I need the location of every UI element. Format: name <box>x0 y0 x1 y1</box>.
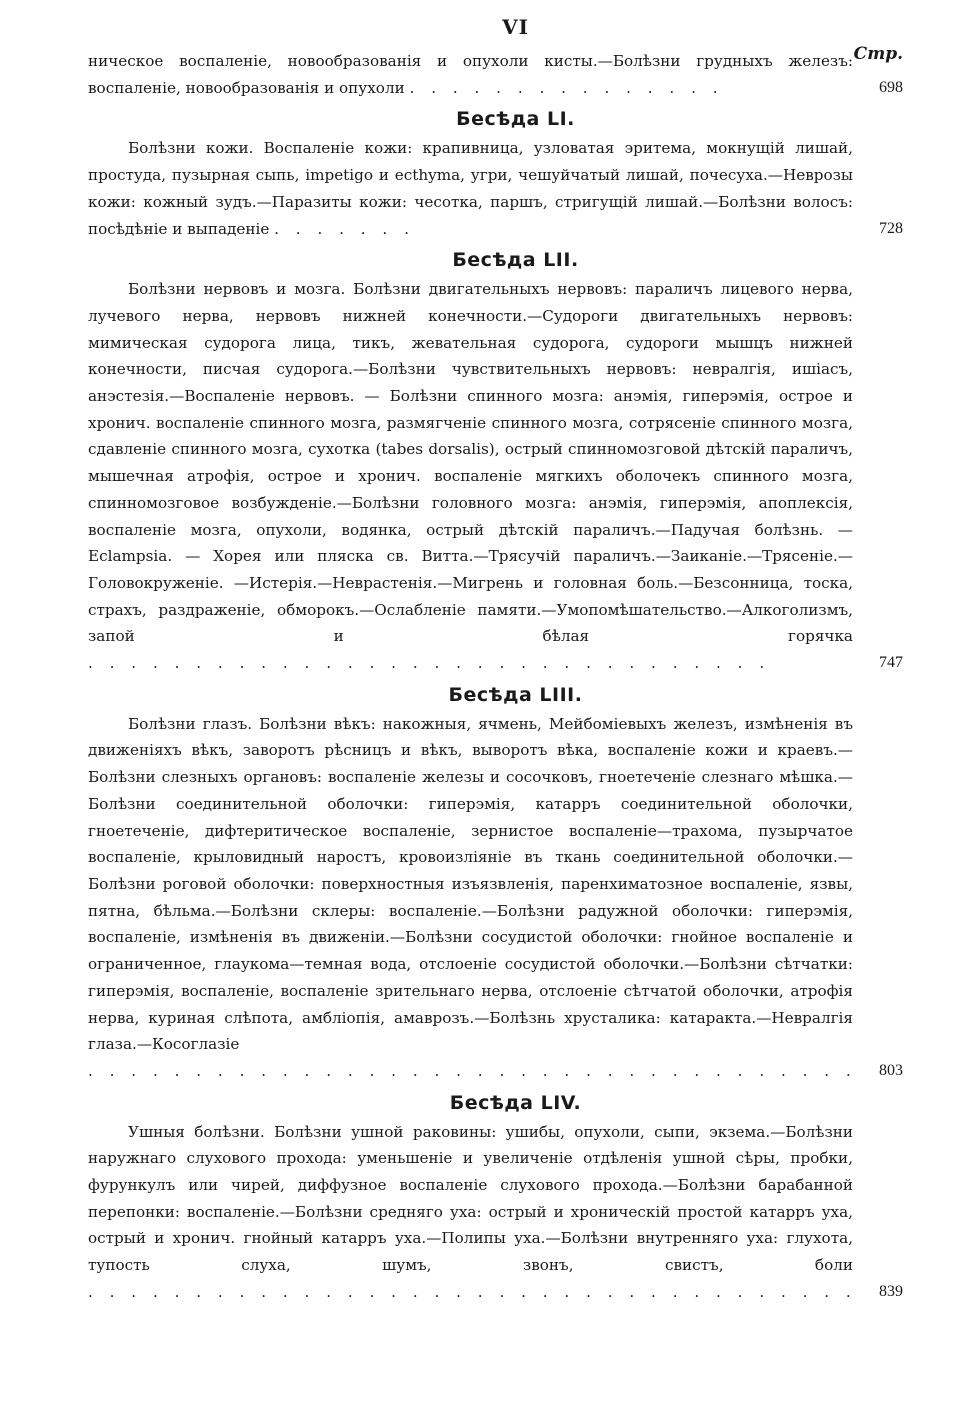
entry-page-number: 698 <box>879 78 903 96</box>
leader-dots: . . . . . . . <box>274 219 415 238</box>
entry-page-number: 803 <box>879 1061 903 1079</box>
entry-text: Болѣзни кожи. Воспаленіе кожи: крапивница, узловатая эритема, мокнущій лишай, простуда, пузырная сыпь, impetigo и ecthyma, угри, чешуйчатый лишай, почесуха.—Неврозы кожи: кожный зудъ.—Паразиты кожи: чесотка, паршъ, стригущій лишай.—Болѣзни волосъ: посѣдѣніе и выпаденіе <box>88 139 853 238</box>
entry-page-number: 839 <box>879 1282 903 1300</box>
page-column-label: Стр. <box>853 44 903 64</box>
leader-dots: . . . . . . . . . . . . . . . <box>409 78 724 97</box>
entry-text: Болѣзни нервовъ и мозга. Болѣзни двигательныхъ нервовъ: параличъ лицевого нерва, лучевого нерва, нервовъ нижней конечности.—Судороги двигательныхъ нервовъ: мимическая судорога лица, тикъ, жевательная судорога, судороги мышцъ нижней конечности, писчая судорога.—Болѣзни чувствительныхъ нервовъ: невралгія, ишіасъ, анэстезія.—Воспаленіе нервовъ. — Болѣзни спинного мозга: анэмія, гиперэмія, острое и хронич. воспаленіе спинного мозга, размягченіе спинного мозга, сотрясеніе спинного мозга, сдавленіе спинного мозга, сухотка (tabes dorsalis), острый спинномозговой дѣтскій параличъ, мышечная атрофія, острое и хронич. воспаленіе мягкихъ оболочекъ спинного мозга, спинномозговое возбужденіе.—Болѣзни головного мозга: анэмія, гиперэмія, апоплексія, воспаленіе мозга, опухоли, водянка, острый дѣтскій параличъ.—Падучая болѣзнь. — Eclampsia. — Хорея или пляска св. Витта.—Трясучій параличъ.—Заиканіе.—Трясеніе.—Головокруженіе. —Истерія.—Неврастенія.—Мигрень и головная боль.—Безсонница, тоска, страхъ, раздраженіе, обморокъ.—Ослабленіе памяти.—Умопомѣшательство.—Алкоголизмъ, запой и бѣлая горячка <box>88 280 853 646</box>
lesson-title-51: Бесѣда LI. <box>456 108 575 131</box>
entry-text: Болѣзни глазъ. Болѣзни вѣкъ: накожныя, ячмень, Мейбоміевыхъ железъ, измѣненія въ движеніяхъ вѣкъ, заворотъ рѣсницъ и вѣкъ, выворотъ вѣка, воспаленіе кожи и краевъ.—Болѣзни слезныхъ органовъ: воспаленіе железы и сосочковъ, гноетеченіе слезнаго мѣшка.—Болѣзни соединительной оболочки: гиперэмія, катарръ соединительной оболочки, гноетеченіе, дифтеритическое воспаленіе, зернистое воспаленіе—трахома, пузырчатое воспаленіе, крыловидный наростъ, кровоизліяніе въ ткань соединительной оболочки.—Болѣзни роговой оболочки: поверхностныя изъязвленія, паренхиматозное воспаленіе, язвы, пятна, бѣльма.—Болѣзни склеры: воспаленіе.—Болѣзни радужной оболочки: гиперэмія, воспаленіе, измѣненія въ движеніи.—Болѣзни сосудистой оболочки: гнойное воспаленіе и ограниченное, глаукома—темная вода, отслоеніе сосудистой оболочки.—Болѣзни сѣтчатки: гиперэмія, воспаленіе, воспаленіе зрительнаго нерва, отслоеніе сѣтчатой оболочки, атрофія нерва, куриная слѣпота, амбліопія, амаврозъ.—Болѣзнь хрусталика: катаракта.—Невралгія глаза.—Косоглазіе <box>88 714 853 1054</box>
lesson-title-52: Бесѣда LII. <box>452 249 579 272</box>
page-number: VI <box>502 15 529 39</box>
toc-entry-lesson-52 <box>88 276 903 677</box>
toc-entry-lesson-54 <box>88 1119 903 1306</box>
entry-page-number: 728 <box>879 219 903 237</box>
toc-entry-continued <box>88 48 903 101</box>
entry-text: ническое воспаленіе, новообразованія и опухоли кисты.—Болѣзни грудныхъ железъ: воспаленіе, новообразованія и опухоли <box>88 52 853 97</box>
toc-entry-lesson-51 <box>88 135 903 242</box>
leader-dots: . . . . . . . . . . . . . . . . . . . . . . . . . . . . . . . . . . . . <box>88 1061 857 1080</box>
entry-text: Ушныя болѣзни. Болѣзни ушной раковины: ушибы, опухоли, сыпи, экзема.—Болѣзни наружнаго слухового прохода: уменьшеніе и увеличеніе отдѣленія ушной сѣры, пробки, фурункулъ или чирей, диффузное воспаленіе слухового прохода.—Болѣзни барабанной перепонки: воспаленіе.—Болѣзни средняго уха: острый и хроническій простой катарръ уха, острый и хронич. гнойный катарръ уха.—Полипы уха.—Болѣзни внутренняго уха: глухота, тупость слуха, шумъ, звонъ, свистъ, боли <box>88 1122 853 1275</box>
toc-entry-lesson-53 <box>88 711 903 1085</box>
leader-dots: . . . . . . . . . . . . . . . . . . . . . . . . . . . . . . . . <box>88 654 771 673</box>
leader-dots: . . . . . . . . . . . . . . . . . . . . . . . . . . . . . . . . . . . . <box>88 1282 857 1301</box>
lesson-title-53: Бесѣда LIII. <box>448 683 583 706</box>
lesson-title-54: Бесѣда LIV. <box>449 1091 582 1114</box>
entry-page-number: 747 <box>879 654 903 672</box>
